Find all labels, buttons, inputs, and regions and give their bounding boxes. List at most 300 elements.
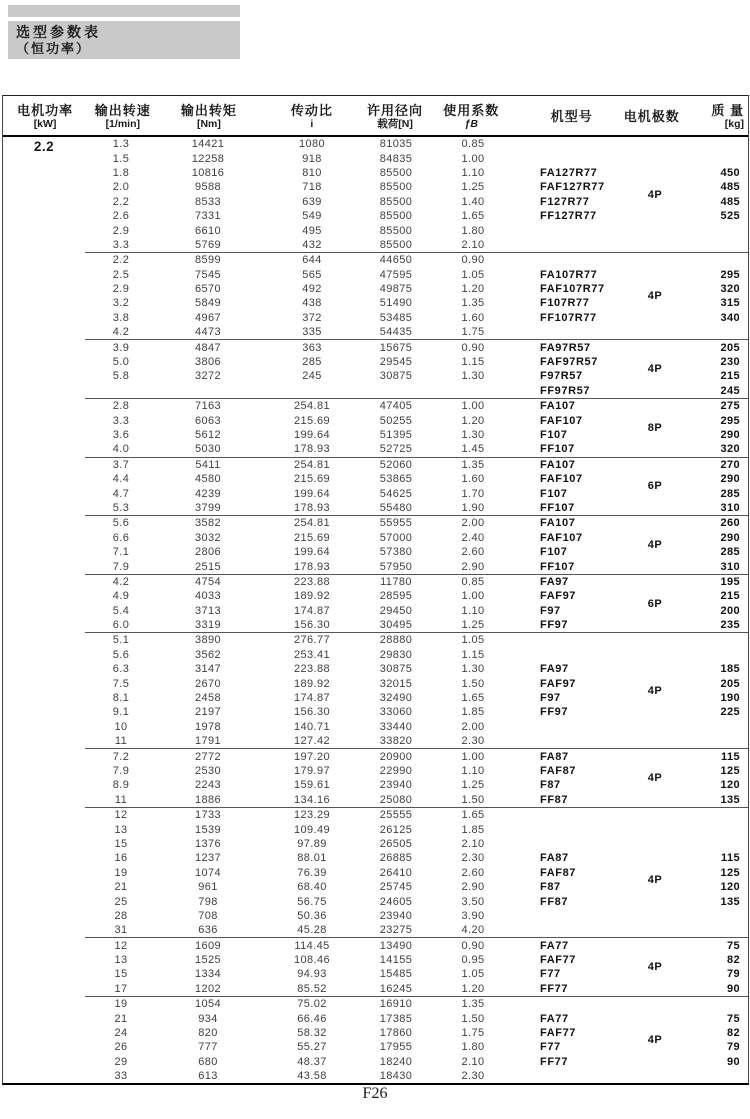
table-cell: 197.20	[293, 750, 331, 763]
table-cell: 2.30	[461, 852, 485, 865]
motor-poles-value: 4P	[647, 684, 663, 697]
table-cell: 1.40	[461, 195, 485, 208]
table-cell: FA87	[540, 750, 569, 763]
selection-parameter-table	[2, 95, 749, 1085]
table-cell: 25745	[379, 881, 413, 894]
table-cell: 84835	[379, 152, 413, 165]
table-row	[85, 909, 748, 923]
table-cell: 68.40	[297, 881, 327, 894]
table-row	[85, 618, 748, 632]
table-cell: 28	[114, 909, 128, 922]
header-output-speed: 输出转速 [1/min]	[94, 102, 151, 130]
table-cell: 1.3	[112, 138, 130, 151]
table-cell: 94.93	[297, 968, 327, 981]
table-cell: 235	[720, 619, 740, 632]
table-cell: 3562	[194, 648, 222, 661]
table-cell: 1886	[194, 793, 222, 806]
table-cell: 1.30	[461, 370, 485, 383]
table-cell: 47595	[379, 268, 413, 281]
table-cell: 254.81	[293, 517, 331, 530]
table-cell: 285	[720, 487, 740, 500]
table-cell: 225	[720, 706, 740, 719]
table-cell: 53485	[379, 311, 413, 324]
table-cell: 1202	[194, 982, 222, 995]
table-cell: 4.2	[112, 575, 130, 588]
table-cell: 13	[114, 954, 128, 967]
table-group	[85, 632, 748, 748]
table-cell: 310	[720, 501, 740, 514]
table-cell: 10816	[191, 166, 225, 179]
table-row	[85, 1011, 748, 1025]
table-cell: 5849	[194, 297, 222, 310]
table-cell: 200	[720, 604, 740, 617]
table-cell: 1.35	[461, 297, 485, 310]
table-cell: 33060	[379, 706, 413, 719]
table-cell: 4239	[194, 487, 222, 500]
table-cell: 2.5	[112, 268, 130, 281]
table-cell: 13	[114, 823, 128, 836]
table-cell: 1.60	[461, 311, 485, 324]
top-bar	[8, 5, 240, 17]
table-row	[85, 648, 748, 662]
table-cell: 2458	[194, 692, 222, 705]
table-cell: 2.0	[112, 181, 130, 194]
table-cell: 29830	[379, 648, 413, 661]
table-group	[85, 574, 748, 633]
table-cell: 708	[198, 909, 218, 922]
table-cell: 8599	[194, 254, 222, 267]
motor-poles-value: 4P	[647, 290, 663, 303]
table-cell: 1.80	[461, 224, 485, 237]
table-cell: 81035	[379, 138, 413, 151]
table-cell: 1609	[194, 939, 222, 952]
table-cell: 315	[720, 297, 740, 310]
table-cell: 90	[726, 982, 740, 995]
table-row	[85, 1069, 748, 1083]
table-cell: 9.1	[112, 706, 130, 719]
table-cell: 6.3	[112, 663, 130, 676]
table-cell: 285	[302, 356, 322, 369]
table-cell: 1.35	[461, 458, 485, 471]
table-cell: 23940	[379, 909, 413, 922]
table-cell: 3.8	[112, 311, 130, 324]
table-cell: 30875	[379, 370, 413, 383]
motor-poles-value: 4P	[647, 961, 663, 974]
table-cell: 1.65	[461, 809, 485, 822]
table-cell: 52725	[379, 443, 413, 456]
table-cell: 2.2	[112, 254, 130, 267]
table-cell: FF77	[540, 1055, 569, 1068]
table-cell: 4473	[194, 326, 222, 339]
table-cell: 1.50	[461, 793, 485, 806]
table-group	[85, 515, 748, 574]
table-cell: 3272	[194, 370, 222, 383]
table-cell: 1.50	[461, 677, 485, 690]
table-cell: 2772	[194, 750, 222, 763]
table-cell: FF127R77	[540, 210, 597, 223]
table-cell: 223.88	[293, 663, 331, 676]
table-cell: FAF87	[540, 866, 577, 879]
header-radial-load: 许用径向 载荷[N]	[367, 102, 424, 130]
table-row	[85, 749, 748, 763]
table-cell: 25555	[379, 809, 413, 822]
table-row	[85, 720, 748, 734]
table-cell: FA107R77	[540, 268, 598, 281]
table-cell: 1.75	[461, 326, 485, 339]
table-row	[85, 458, 748, 472]
table-cell: 26505	[379, 837, 413, 850]
table-cell: FAF87	[540, 764, 577, 777]
table-cell: FA97	[540, 663, 569, 676]
table-cell: FA107	[540, 400, 576, 413]
table-cell: 47405	[379, 400, 413, 413]
table-cell: 55.27	[297, 1041, 327, 1054]
table-cell: 3.3	[112, 238, 130, 251]
table-cell: 2.30	[461, 735, 485, 748]
table-cell: 30495	[379, 619, 413, 632]
table-cell: 1.00	[461, 400, 485, 413]
table-row	[85, 559, 748, 573]
motor-poles-value: 6P	[647, 597, 663, 610]
table-cell: 3319	[194, 619, 222, 632]
table-cell: 285	[720, 546, 740, 559]
table-cell: FF97	[540, 619, 569, 632]
table-cell: 1.30	[461, 663, 485, 676]
table-cell: 3799	[194, 501, 222, 514]
table-cell: 495	[302, 224, 322, 237]
table-row	[85, 923, 748, 937]
page-number: F26	[362, 1085, 388, 1102]
table-cell: F107	[540, 546, 568, 559]
table-cell: 123.29	[293, 809, 331, 822]
table-cell: 29	[114, 1055, 128, 1068]
table-cell: 1.05	[461, 634, 485, 647]
table-row	[85, 209, 748, 223]
table-cell: FAF97	[540, 677, 577, 690]
table-cell: 140.71	[293, 720, 331, 733]
motor-poles-value: 6P	[647, 480, 663, 493]
table-row	[85, 851, 748, 865]
table-row	[85, 1055, 748, 1069]
table-cell: 51395	[379, 429, 413, 441]
table-cell: 85500	[379, 224, 413, 237]
table-cell: 4.9	[112, 590, 130, 603]
table-cell: FAF77	[540, 954, 577, 967]
table-cell: 253.41	[293, 648, 331, 661]
table-cell: 55955	[379, 517, 413, 530]
table-cell: 1.15	[461, 648, 485, 661]
table-cell: 372	[302, 311, 322, 324]
table-cell: 2.40	[461, 531, 485, 544]
table-cell: 2515	[194, 560, 222, 573]
table-cell: 51490	[379, 297, 413, 310]
table-cell: 7163	[194, 400, 222, 413]
table-cell: 115	[721, 852, 740, 865]
table-cell: 2.10	[461, 1055, 485, 1068]
table-cell: 918	[302, 152, 322, 165]
table-cell: 363	[302, 341, 322, 354]
table-cell: 199.64	[293, 487, 331, 500]
table-cell: 2.9	[112, 283, 130, 296]
table-cell: 85500	[379, 195, 413, 208]
table-cell: 56.75	[297, 895, 327, 908]
table-group	[85, 398, 748, 457]
table-row	[85, 997, 748, 1011]
table-cell: FA87	[540, 852, 569, 865]
table-cell: 32015	[379, 677, 413, 690]
header-motor-poles: 电机极数	[623, 108, 680, 124]
table-cell: 11780	[380, 575, 412, 588]
table-row	[85, 268, 748, 282]
header-mass: 质 量 [kg]	[711, 102, 744, 130]
table-cell: 49875	[379, 283, 413, 296]
table-cell: 230	[720, 356, 740, 369]
title-line1: 选型参数表	[16, 23, 101, 40]
table-cell: 19	[114, 866, 128, 879]
table-cell: 23940	[379, 779, 413, 792]
table-cell: 3.2	[112, 297, 130, 310]
table-cell: 3582	[194, 517, 222, 530]
table-cell: 5612	[194, 429, 222, 441]
table-cell: 310	[720, 560, 740, 573]
table-cell: 1.05	[461, 968, 485, 981]
table-cell: 2.10	[461, 837, 485, 850]
table-cell: 125	[720, 866, 740, 879]
table-cell: 245	[720, 384, 740, 397]
table-row	[85, 516, 748, 530]
table-cell: 23275	[379, 924, 413, 937]
table-cell: 1376	[194, 837, 222, 850]
table-cell: 8533	[194, 195, 222, 208]
table-cell: 1.85	[461, 706, 485, 719]
table-cell: 90	[726, 1055, 740, 1068]
table-cell: 3.6	[112, 429, 130, 441]
table-cell: FAF107	[540, 473, 583, 486]
table-cell: 215.69	[293, 414, 331, 427]
table-cell: 57950	[379, 560, 413, 573]
table-cell: 5.3	[112, 501, 130, 514]
table-cell: 179.97	[293, 764, 331, 777]
table-cell: 215	[720, 590, 740, 603]
table-row	[85, 705, 748, 719]
table-cell: F87	[540, 881, 561, 894]
table-cell: F127R77	[540, 195, 590, 208]
table-cell: 52060	[379, 458, 413, 471]
table-cell: 54625	[379, 487, 413, 500]
table-cell: 1.45	[461, 443, 485, 456]
table-cell: 33440	[379, 720, 413, 733]
table-cell: 4.4	[112, 473, 130, 486]
table-cell: 22990	[379, 764, 413, 777]
table-cell: 777	[198, 1041, 218, 1054]
table-cell: F107	[540, 487, 568, 500]
table-cell: 1.15	[461, 356, 485, 369]
table-cell: 1237	[194, 852, 222, 865]
table-cell: 85500	[379, 210, 413, 223]
table-cell: 1978	[194, 720, 222, 733]
table-cell: 1074	[194, 866, 222, 879]
table-cell: 57380	[379, 546, 413, 559]
table-cell: FF77	[540, 982, 569, 995]
table-cell: 66.46	[297, 1012, 327, 1025]
table-row	[85, 238, 748, 252]
table-cell: 3147	[194, 663, 222, 676]
table-cell: 4967	[194, 311, 222, 324]
table-cell: 4754	[194, 575, 222, 588]
table-cell: 1.30	[461, 429, 485, 441]
table-cell: 17	[114, 982, 128, 995]
table-cell: 2.60	[461, 546, 485, 559]
table-cell: 450	[720, 166, 740, 179]
table-cell: 174.87	[293, 604, 331, 617]
table-cell: 1791	[194, 735, 222, 748]
table-cell: 15675	[379, 341, 413, 354]
table-cell: 26410	[379, 866, 413, 879]
table-cell: 0.85	[461, 138, 485, 151]
table-cell: 961	[198, 881, 218, 894]
table-cell: 0.90	[461, 939, 485, 952]
table-cell: 114.45	[294, 939, 330, 952]
table-cell: 26125	[379, 823, 413, 836]
table-cell: 11	[114, 793, 128, 806]
table-cell: 1.05	[461, 268, 485, 281]
table-cell: 76.39	[297, 866, 327, 879]
table-cell: 565	[302, 268, 322, 281]
table-cell: 2.6	[112, 210, 130, 223]
table-cell: 644	[302, 254, 322, 267]
table-cell: 120	[720, 881, 740, 894]
table-cell: FAF127R77	[540, 181, 605, 194]
table-cell: 820	[198, 1027, 218, 1040]
table-cell: 125	[720, 764, 740, 777]
table-cell: 21	[114, 881, 128, 894]
table-cell: F97R57	[540, 370, 583, 383]
table-cell: 2806	[194, 546, 222, 559]
table-cell: 810	[302, 166, 322, 179]
motor-poles-value: 4P	[647, 363, 663, 376]
table-cell: 29450	[379, 604, 413, 617]
table-cell: FAF97	[540, 590, 577, 603]
table-group	[85, 252, 748, 339]
table-cell: FA127R77	[540, 166, 598, 179]
table-cell: 19	[114, 998, 128, 1011]
motor-poles-value: 4P	[647, 772, 663, 785]
table-cell: FA77	[540, 1012, 569, 1025]
table-cell: 2.00	[461, 720, 485, 733]
table-cell: 5769	[194, 238, 222, 251]
table-cell: 54435	[379, 326, 413, 339]
table-cell: 50.36	[297, 909, 327, 922]
table-cell: 639	[302, 195, 322, 208]
table-cell: 1.25	[461, 181, 485, 194]
table-cell: 115	[721, 750, 740, 763]
table-cell: 290	[720, 429, 740, 441]
table-cell: 43.58	[297, 1070, 327, 1083]
table-cell: 1.85	[461, 823, 485, 836]
motor-poles-value: 4P	[647, 188, 663, 201]
table-cell: 1.10	[461, 764, 485, 777]
table-cell: 1.5	[112, 152, 130, 165]
table-cell: 18430	[379, 1070, 413, 1083]
table-cell: 79	[726, 1041, 740, 1054]
table-cell: 438	[302, 297, 322, 310]
header-output-torque: 输出转矩 [Nm]	[180, 102, 237, 130]
table-row	[85, 822, 748, 836]
table-cell: 53865	[379, 473, 413, 486]
table-group	[85, 996, 748, 1083]
table-cell: 16	[114, 852, 128, 865]
table-cell: 798	[198, 895, 218, 908]
table-cell: 7.1	[112, 546, 130, 559]
table-cell: 127.42	[293, 735, 331, 748]
table-cell: 45.28	[297, 924, 327, 937]
table-cell: F107R77	[540, 297, 590, 310]
table-cell: 14155	[379, 954, 413, 967]
table-cell: 5.8	[112, 370, 130, 383]
table-cell: 199.64	[293, 546, 331, 559]
table-cell: 1.00	[461, 590, 485, 603]
table-cell: 6063	[194, 414, 222, 427]
table-body	[3, 137, 748, 1083]
table-cell: 1054	[194, 998, 222, 1011]
table-cell: FAF77	[540, 1027, 577, 1040]
table-cell: 4033	[194, 590, 222, 603]
table-cell: 492	[302, 283, 322, 296]
table-cell: FF107R77	[540, 311, 597, 324]
table-cell: 1.60	[461, 473, 485, 486]
table-row	[85, 311, 748, 325]
table-cell: 31	[114, 924, 128, 937]
table-cell: 276.77	[293, 634, 331, 647]
table-cell: 432	[302, 238, 322, 251]
table-cell: 109.49	[293, 823, 331, 836]
table-cell: 718	[302, 181, 322, 194]
table-cell: 3713	[194, 604, 222, 617]
table-cell: 4.7	[112, 487, 130, 500]
table-cell: FF87	[540, 895, 569, 908]
motor-poles-value: 4P	[647, 538, 663, 551]
table-row	[85, 501, 748, 515]
table-cell: 320	[720, 283, 740, 296]
table-cell: 16910	[379, 998, 413, 1011]
table-cell: 15	[114, 837, 128, 850]
header-model: 机型号	[550, 108, 593, 124]
table-cell: 3.9	[112, 341, 130, 354]
page-title	[8, 21, 240, 59]
table-cell: 14421	[191, 138, 225, 151]
table-cell: 6570	[194, 283, 222, 296]
table-cell: 340	[720, 311, 740, 324]
table-cell: 1.80	[461, 1041, 485, 1054]
table-cell: 636	[198, 924, 218, 937]
table-cell: 2.90	[461, 560, 485, 573]
table-row	[85, 982, 748, 996]
table-cell: 5.1	[112, 634, 130, 647]
table-cell: 0.90	[461, 254, 485, 267]
table-cell: 2670	[194, 677, 222, 690]
table-cell: 0.90	[461, 341, 485, 354]
table-cell: 1.25	[461, 619, 485, 632]
table-header-row	[3, 96, 748, 137]
table-cell: FF107	[540, 560, 575, 573]
table-cell: 3890	[194, 634, 222, 647]
table-cell: 185	[720, 663, 740, 676]
table-cell: 8.1	[112, 692, 130, 705]
table-cell: 290	[720, 531, 740, 544]
table-cell: 2.8	[112, 400, 130, 413]
table-cell: 1539	[194, 823, 222, 836]
table-cell: 4.0	[112, 443, 130, 456]
